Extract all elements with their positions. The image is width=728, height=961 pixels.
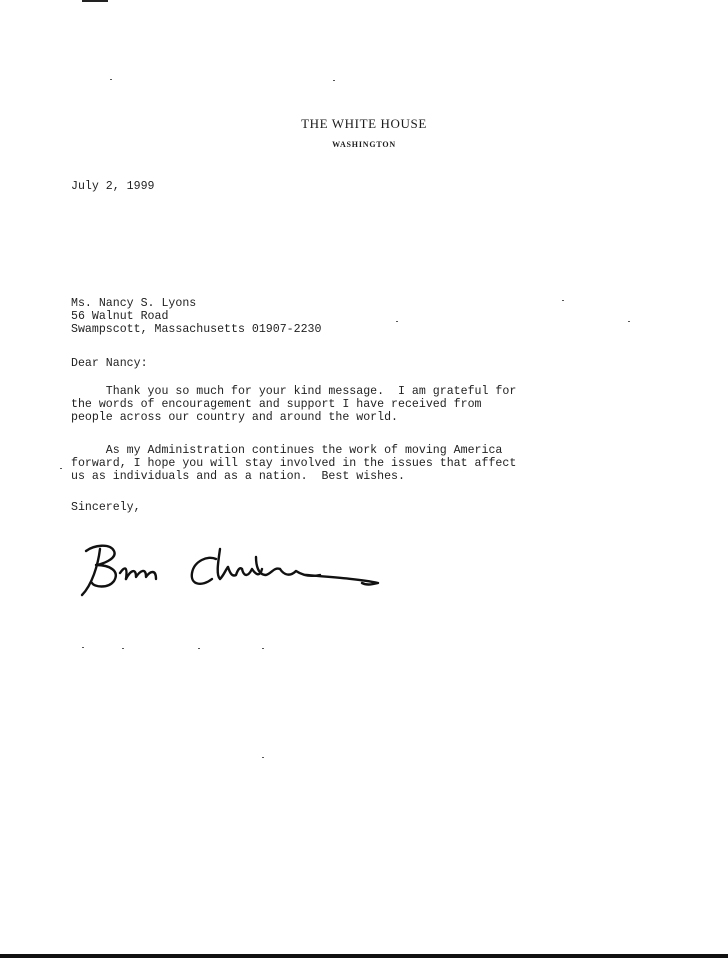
handwritten-signature [70, 535, 390, 610]
scan-speck [82, 647, 84, 648]
paragraph-line: people across our country and around the world. [71, 411, 398, 424]
letterhead-subtitle: WASHINGTON [332, 140, 396, 149]
letter-date: July 2, 1999 [71, 180, 155, 193]
recipient-name: Ms. Nancy S. Lyons [71, 297, 197, 310]
scan-speck [110, 79, 112, 80]
scan-speck [198, 648, 200, 649]
paragraph-line: As my Administration continues the work of moving America [71, 444, 503, 457]
scan-speck [262, 757, 264, 758]
scan-speck [562, 300, 564, 301]
salutation: Dear Nancy: [71, 357, 148, 370]
scan-speck [122, 648, 124, 649]
paragraph-line: Thank you so much for your kind message. I am grateful for [71, 385, 517, 398]
scan-speck [262, 648, 264, 649]
paragraph-line: forward, I hope you will stay involved in the issues that affect [71, 457, 517, 470]
recipient-address [71, 297, 321, 336]
letterhead-title: THE WHITE HOUSE [301, 116, 427, 131]
body-paragraph-2 [71, 444, 516, 483]
paragraph-line: the words of encouragement and support I have received from [71, 398, 482, 411]
recipient-city: Swampscott, Massachusetts 01907-2230 [71, 323, 322, 336]
recipient-street: 56 Walnut Road [71, 310, 169, 323]
body-paragraph-1 [71, 385, 516, 424]
paragraph-line: us as individuals and as a nation. Best wishes. [71, 470, 405, 483]
scan-speck [628, 321, 630, 322]
scan-speck [60, 468, 62, 469]
scan-artifact [82, 0, 108, 2]
scan-speck [333, 80, 335, 81]
scan-speck [396, 321, 398, 322]
closing: Sincerely, [71, 501, 141, 514]
scan-edge-bar [0, 954, 728, 958]
